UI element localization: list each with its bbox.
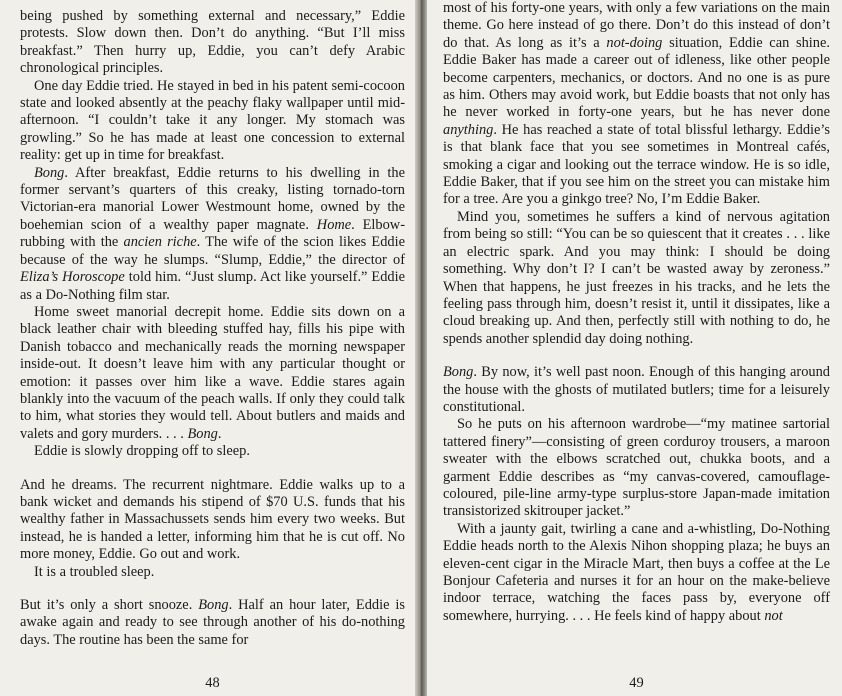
left-page bbox=[0, 0, 415, 696]
paragraph: Bong. By now, it’s well past noon. Enough of this hanging around the house with the ghosts of mutilated butlers; time for a leisurely constitutional. bbox=[443, 364, 830, 415]
paragraph: Bong. After breakfast, Eddie returns to his dwelling in the former servant’s quarters of this creaky, listing tornado-torn Victorian-era manorial Lower Westmount home, owned by the boehemian scion of a wealthy paper magnate. Home. Elbow-rubbing with the ancien riche. The wife of the scion likes Eddie because of the way he slumps. “Slump, Eddie,” the director of Eliza’s Horoscope told him. “Just slump. Act like yourself.” Eddie as a Do-Nothing film star. bbox=[20, 164, 405, 303]
paragraph: Home sweet manorial decrepit home. Eddie sits down on a black leather chair with bleeding stuffed hay, fills his pipe with Danish tobacco and mechanically reads the morning newspaper inside-out. It doesn’t leave him with any particular thought or emotion: it passes over him like a wave. Eddie stares again blankly into the vacuum of the peach walls. If only they could talk to him, what stories they would tell. About butlers and maids and valets and gory murders. . . . Bong. bbox=[20, 303, 405, 442]
left-page-text bbox=[20, 8, 405, 649]
paragraph: Mind you, sometimes he suffers a kind of nervous agitation from being so still: “You can be so quiescent that it creates . . . like an electric spark. And you may think: I should be doing something. Why don’t I? I can’t be wasted away by zeroness.” When that happens, he just freezes in his tracks, and he lets the feeling pass through him, doesn’t resist it, until it dissipates, like a cloud breaking up. And then, perfectly still with nothing to do, he spends another splendid day doing nothing. bbox=[443, 208, 830, 347]
paragraph: being pushed by something external and necessary,” Eddie protests. Slow down then. Don’t do anything. “But I’ll miss breakfast.” Then hurry up, Eddie, you can’t defy Arabic chronological principles. bbox=[20, 8, 405, 77]
page-number-left: 48 bbox=[205, 675, 220, 691]
paragraph: It is a troubled sleep. bbox=[34, 563, 155, 580]
paragraph: So he puts on his afternoon wardrobe—“my matinee sartorial tattered finery”—consisting of green corduroy trousers, a maroon sweater with the elbows scratched out, chukka boots, and a garment Eddie describes as “my canvas-covered, camouflage-coloured, pile-line army-type surplus-store Japan-made imitation transistorized skitrouper jacket.” bbox=[443, 416, 830, 520]
paragraph: And he dreams. The recurrent nightmare. Eddie walks up to a bank wicket and demands his stipend of $70 U.S. funds that his wealthy father in Massachussets sends him every two weeks. But instead, he is handed a letter, informing him that he is cut off. No more money, Eddie. Go out and work. bbox=[20, 476, 405, 563]
paragraph: most of his forty-one years, with only a few variations on the main theme. Go here instead of go there. Don’t do this instead of don’t do that. As long as it’s a not-doing situation, Eddie can shine. Eddie Baker has made a career out of idleness, like other people become carpenters, mechanics, or doctors. And no one is as pure as him. Others may avoid work, but Eddie boasts that not only has he never worked in forty-one years, but he has never done anything. He has reached a state of total blissful lethargy. Eddie’s is that blank face that you see sometimes in Montreal cafés, smoking a cigar and looking out the terrace window. He is so idle, Eddie Baker, that if you see him on the street you can mistake him for a tree. Are you a ginkgo tree? No, I’m Eddie Baker. bbox=[443, 0, 830, 208]
page-number-right: 49 bbox=[629, 675, 644, 691]
book-gutter bbox=[415, 0, 427, 696]
right-page-text bbox=[443, 0, 830, 625]
right-page bbox=[427, 0, 842, 696]
paragraph: But it’s only a short snooze. Bong. Half an hour later, Eddie is awake again and ready to see through another of his do-nothing days. The routine has been the same for bbox=[20, 597, 405, 648]
paragraph: One day Eddie tried. He stayed in bed in his patent semi-cocoon state and looked absently at the peachy flaky wallpaper until mid-afternoon. “I couldn’t take it any longer. My stomach was growling.” So he has made at least one concession to external reality: get up in time for breakfast. bbox=[20, 77, 405, 164]
paragraph: With a jaunty gait, twirling a cane and a-whistling, Do-Nothing Eddie heads north to the Alexis Nihon shopping plaza; he buys an eleven-cent cigar in the Miracle Mart, then buys a coffee at the Le Bonjour Cafeteria and nurses it for an hour on the make-believe indoor terrace, watching the faces pass by, everyone off somewhere, hurrying. . . . He feels kind of happy about not bbox=[443, 520, 830, 624]
paragraph: Eddie is slowly dropping off to sleep. bbox=[34, 443, 250, 460]
